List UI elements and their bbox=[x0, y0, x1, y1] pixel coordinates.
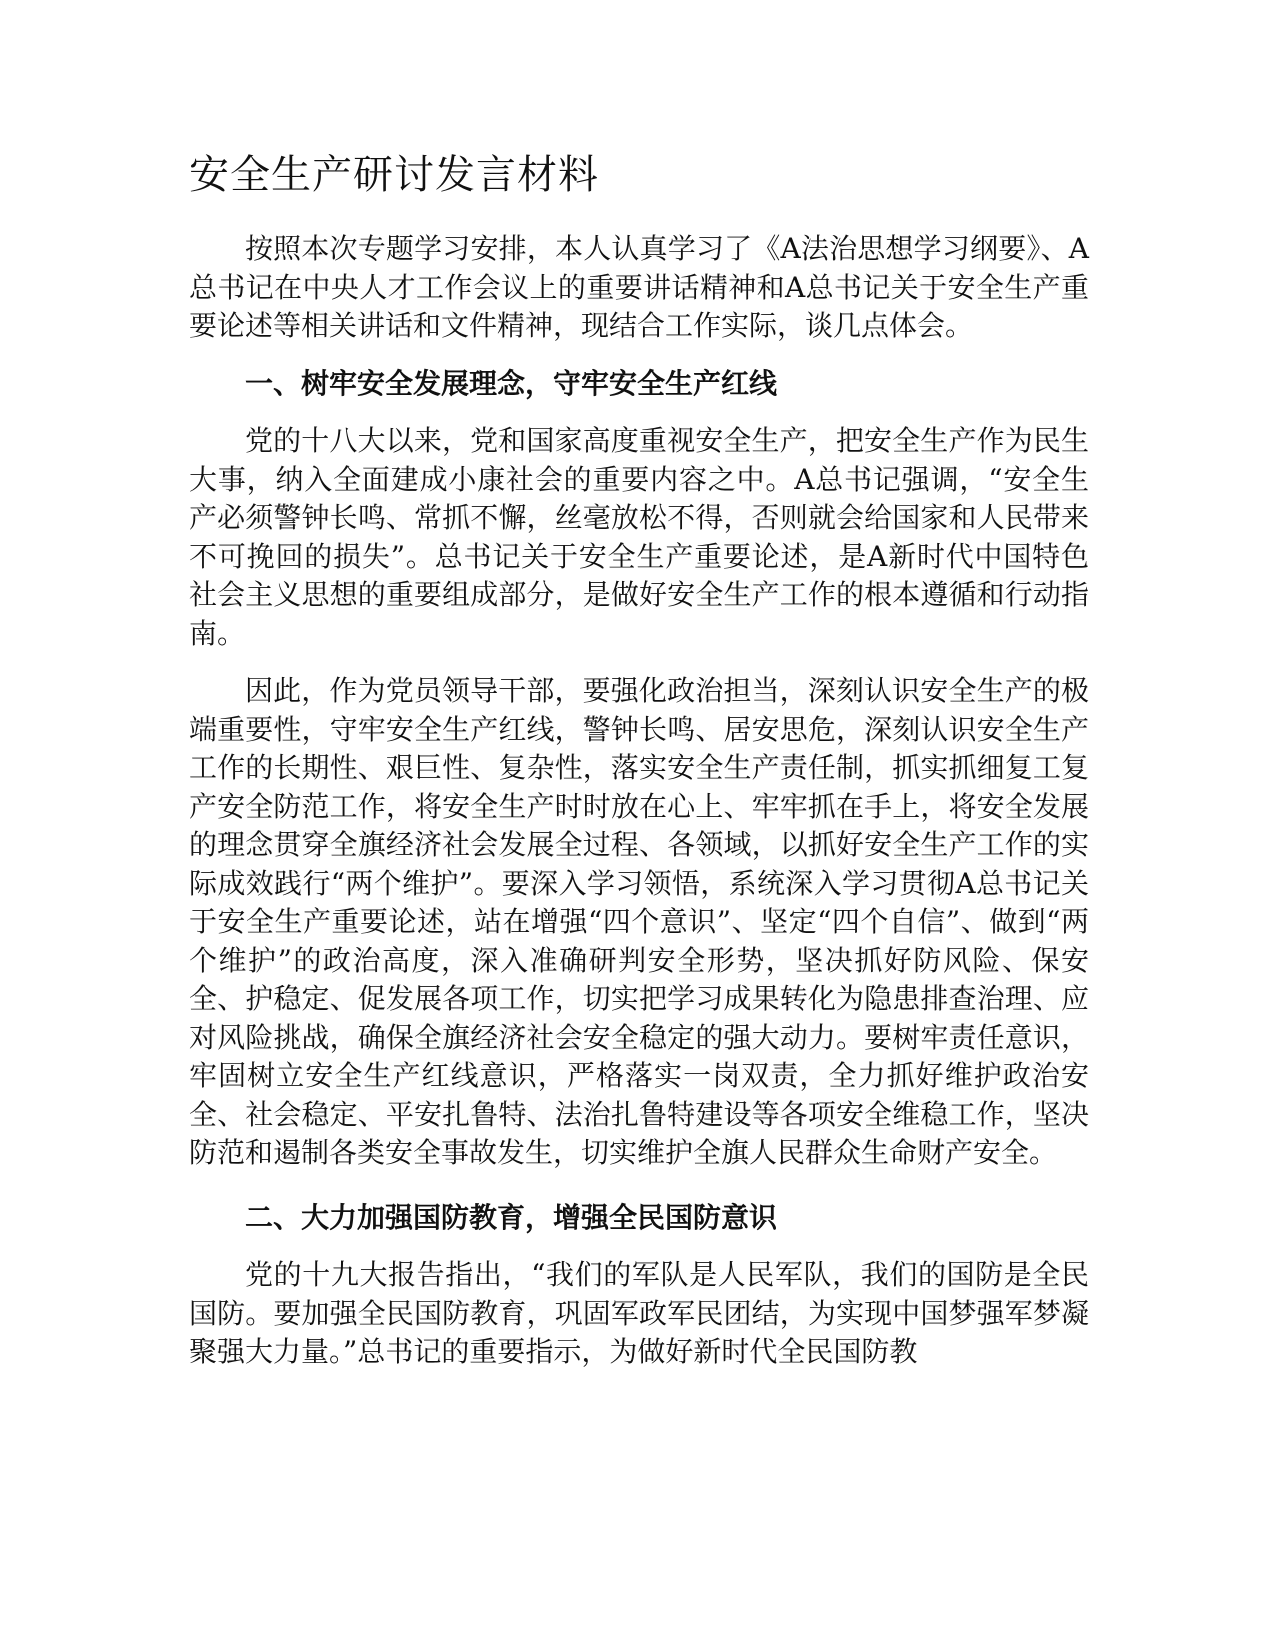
section-heading-2: 二、大力加强国防教育，增强全民国防意识 bbox=[245, 1200, 778, 1234]
document-body bbox=[189, 148, 1089, 1391]
section-heading-1: 一、树牢安全发展理念，守牢安全生产红线 bbox=[245, 366, 778, 400]
section-2-paragraph-1: 党的十九大报告指出，“我们的军队是人民军队，我们的国防是全民国防。要加强全民国防教育，巩固军政军民团结，为实现中国梦强军梦凝聚强大力量。”总书记的重要指示，为做好新时代全民国防教 bbox=[189, 1258, 1089, 1368]
document-title: 安全生产研讨发言材料 bbox=[189, 152, 599, 198]
intro-paragraph: 按照本次专题学习安排，本人认真学习了《A法治思想学习纲要》、A总书记在中央人才工作会议上的重要讲话精神和A总书记关于安全生产重要论述等相关讲话和文件精神，现结合工作实际，谈几点体会。 bbox=[189, 232, 1089, 342]
section-1-paragraph-2: 因此，作为党员领导干部，要强化政治担当，深刻认识安全生产的极端重要性，守牢安全生产红线，警钟长鸣、居安思危，深刻认识安全生产工作的长期性、艰巨性、复杂性，落实安全生产责任制，抓实抓细复工复产安全防范工作，将安全生产时时放在心上、牢牢抓在手上，将安全发展的理念贯穿全旗经济社会发展全过程、各领域，以抓好安全生产工作的实际成效践行“两个维护”。要深入学习领悟，系统深入学习贯彻A总书记关于安全生产重要论述，站在增强“四个意识”、坚定“四个自信”、做到“两个维护”的政治高度，深入准确研判安全形势，坚决抓好防风险、保安全、护稳定、促发展各项工作，切实把学习成果转化为隐患排查治理、应对风险挑战，确保全旗经济社会安全稳定的强大动力。要树牢责任意识，牢固树立安全生产红线意识，严格落实一岗双责，全力抓好维护政治安全、社会稳定、平安扎鲁特、法治扎鲁特建设等各项安全维稳工作，坚决防范和遏制各类安全事故发生，切实维护全旗人民群众生命财产安全。 bbox=[189, 674, 1089, 1169]
section-1-paragraph-1: 党的十八大以来，党和国家高度重视安全生产，把安全生产作为民生大事，纳入全面建成小康社会的重要内容之中。A总书记强调，“安全生产必须警钟长鸣、常抓不懈，丝毫放松不得，否则就会给国家和人民带来不可挽回的损失”。总书记关于安全生产重要论述，是A新时代中国特色社会主义思想的重要组成部分，是做好安全生产工作的根本遵循和行动指南。 bbox=[189, 424, 1089, 650]
